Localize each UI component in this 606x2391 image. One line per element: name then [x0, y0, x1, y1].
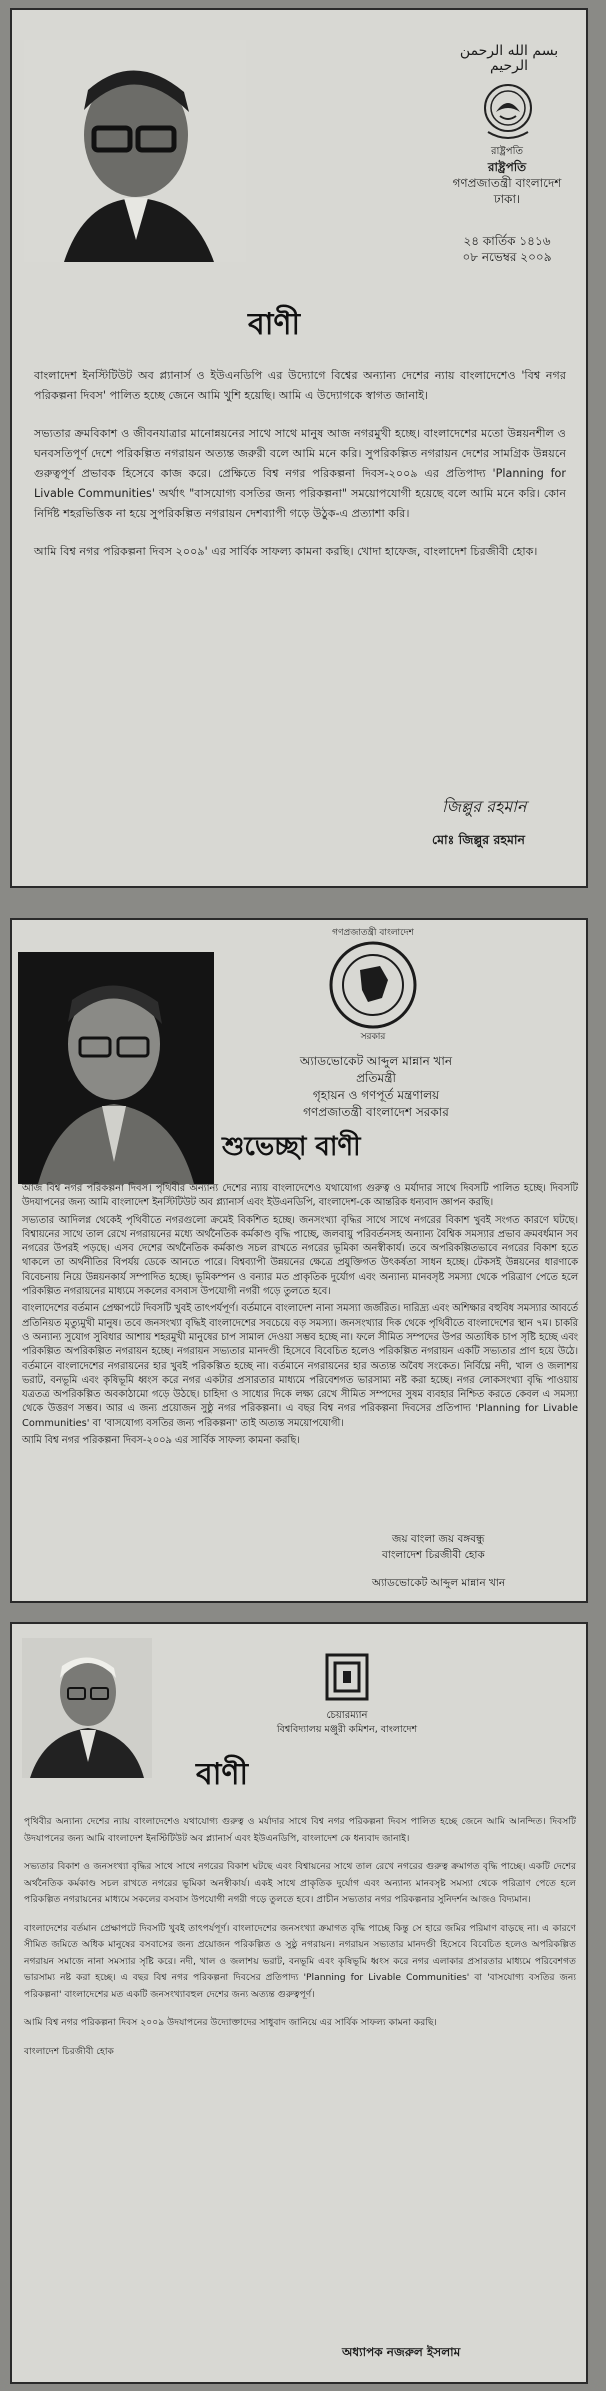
greeting-body	[22, 1182, 578, 1451]
message-paragraph: পৃথিবীর অন্যান্য দেশের ন্যায় বাংলাদেশেও যথাযোগ্য গুরুত্ব ও মর্যাদার সাথে বিশ্ব নগর পরিকল্পনা দিবস পালিত হচ্ছে জেনে আমি আনন্দিত। দিবসটি উদযাপনের জন্য আমি বাংলাদেশ ইনস্টিটিউট অব প্ল্যানার্স এবং ইউএনডিপি, বাংলাদেশ কে ধন্যবাদ জানাই।	[24, 1816, 576, 1844]
logo-caption: চেয়ারম্যান	[326, 1710, 368, 1721]
message-paragraph: বাংলাদেশ চিরজীবী হোক	[24, 2045, 114, 2057]
message-paragraph: সভ্যতার বিকাশ ও জনসংখ্যা বৃদ্ধির সাথে সাথে নগরের বিকাশ ঘটছে এবং বিশ্বায়নের সাথে তাল রেখে নগরের গুরুত্ব ক্রমাগত বৃদ্ধি পাচ্ছে। একটি দেশের অর্থনৈতিক কর্মকাণ্ড সচল রাখতে নগরের ভূমিকা অনস্বীকার্য। একই সাথে প্রাকৃতিক দুর্যোগ এবং অন্যান্য মানবসৃষ্ট সমস্যা থেকে পরিত্রাণ পেতে হলে পরিকল্পিত নগরায়নের মাধ্যমে সকলের বসবাস উপযোগী নগরী গড়ে তুলতে হবে। প্রাচীন সভ্যতার নগর পরিকল্পনার সুনিদর্শন আজও বিদ্যমান।	[24, 1861, 576, 1905]
portrait-image	[24, 40, 246, 262]
president-message-panel	[10, 8, 588, 888]
minister-message-panel	[10, 918, 588, 1603]
date-bengali: ২৪ কার্তিক ১৪১৬	[463, 234, 551, 248]
president-photo	[24, 40, 246, 262]
minister-photo	[18, 952, 214, 1184]
signer-name: অধ্যাপক নজরুল ইসলাম	[342, 2345, 461, 2359]
greeting-paragraph: আমি বিশ্ব নগর পরিকল্পনা দিবস-২০০৯ এর সার্বিক সাফল্য কামনা করছি।	[22, 1435, 300, 1447]
seal-bottom-text: সরকার	[360, 1032, 386, 1042]
greeting-paragraph: বাংলাদেশের বর্তমান প্রেক্ষাপটে দিবসটি খুবই তাৎপর্যপূর্ণ। বর্তমানে বাংলাদেশ নানা সমস্যা জর্জরিত। দারিদ্র্য এবং অশিক্ষার বহুবিধ সমস্যার আবর্তে প্রতিনিয়ত মৃত্যুমুখী মানুষ। তবে জনসংখ্যা বৃদ্ধিই বাংলাদেশের সবচেয়ে বড় সমস্যা। জনসংখ্যার দিক থেকে পৃথিবীতে বাংলাদেশের স্থান ৭ম। চাকরি ও অন্যান্য সুযোগ সুবিধার আশায় শহরমুখী মানুষের চাপ সামাল দেওয়া সম্ভব হচ্ছে না। ফলে সীমিত সম্পদের উপর অত্যধিক চাপ সৃষ্টি হচ্ছে এবং পরিকল্পিত অপরিকল্পিত নগরায়ন হচ্ছে। নগরায়ন সভ্যতার মানদণ্ডী হিসেবে বিবেচিত হলেও পরিকল্পিত নগরায়ন একটি সভ্যতার প্রাণ হয়ে উঠে। বর্তমানে বাংলাদেশের নগরায়নের হার খুবই পরিকল্পিত হচ্ছে না। বর্তমানে নগরায়নের হার অত্যন্ত অবৈধ সংকেত। নির্বিঘ্নে নদী, খাল ও জলাশয় ভরাট, বনভূমি এবং কৃষিভূমি ধ্বংস করে নগর একটার প্রসারতার মাধ্যমে পরিবেশগত ভারসাম্য নষ্ট করা হচ্ছে। নগর লোকসংখ্যা বৃদ্ধি পাওয়ায় যত্রতত্র অপরিকল্পিত অবকাঠামো গড়ে উঠছে। চাহিদা ও সাধ্যের দিকে লক্ষ্য রেখে সীমিত সম্পদের সুষম ব্যবহার নিশ্চিত করতে কেবল এ সমস্যা থেকে উত্তরণ সম্ভব। আর এ জন্য প্রয়োজন সুষ্ঠু নগর পরিকল্পনা। এ বছর বিশ্ব নগর পরিকল্পনা দিবসের প্রতিপাদ্য 'Planning for Livable Communities' বা 'বাসযোগ্য বসতির জন্য পরিকল্পনা' তাই অত্যন্ত সময়োপযোগী।	[22, 1303, 578, 1429]
message-paragraph: সভ্যতার ক্রমবিকাশ ও জীবনযাত্রার মানোন্নয়নের সাথে সাথে মানুষ আজ নগরমুখী হচ্ছে। বাংলাদেশের মতো উন্নয়নশীল ও ঘনবসতিপূর্ণ দেশে পরিকল্পিত নগরায়ন অত্যন্ত জরুরী বলে আমি মনে করি। সুপরিকল্পিত নগরায়ন দেশের সামগ্রিক উন্নয়নে গুরুত্বপূর্ণ প্রভাবক হিসেবে কাজ করে। প্রেক্ষিতে বিশ্ব নগর পরিকল্পনা দিবস-২০০৯ এর প্রতিপাদ্য 'Planning for Livable Communities' অর্থাৎ "বাসযোগ্য বসতির জন্য পরিকল্পনা" সময়োপযোগী হয়েছে বলে আমি মনে করি। কোন নির্দিষ্ট শহরভিত্তিক না হয়ে সুপরিকল্পিত নগরায়ন দেশব্যাপী গড়ে উঠুক-এ প্রত্যাশা করি।	[34, 427, 566, 520]
office-city: ঢাকা।	[493, 192, 521, 206]
greeting-paragraph: সভ্যতার আদিলগ্ন থেকেই পৃথিবীতে নগরগুলো ক্রমেই বিকশিত হচ্ছে। জনসংখ্যা বৃদ্ধির সাথে সাথে নগরের বিকাশ খুবই সংগত কারণে ঘটছে। বিশ্বায়নের সাথে তাল রেখে নগরায়নের মধ্যে অর্থনৈতিক কর্মকাণ্ড বৃদ্ধি পাচ্ছে, জলবায়ু পরিবর্তনসহ অন্যান্য বৈশ্বিক সমস্যার প্রভাব ক্রমবর্ধমান সব নগরের উপরই পড়ছে। এসব দেশের অর্থনৈতিক কর্মকাণ্ড সচল রাখতে নগরের ভূমিকা অনস্বীকার্য। তবে অপরিকল্পিতভাবে নগরের বিকাশ হতে থাকলে তা অর্থনীতির বিপর্যয় ডেকে আনতে পারে। বিশ্বব্যাপী উন্নয়নের ক্ষেত্রে প্রযুক্তিগত উৎকর্ষতা সাধন হচ্ছে। টেকসই উন্নয়নের ধারণাকে বিবেচনায় নিয়ে উন্নয়নকার্য সম্পাদিত হচ্ছে। ভূমিকম্পন ও বন্যার মত প্রাকৃতিক দুর্যোগ এবং অন্যান্য মানবসৃষ্ট সমস্যা থেকে পরিত্রাণ পেতে হলে পরিকল্পিত নগরায়নের মাধ্যমে সকলের বসবাস উপযোগী নগরী গড়ে তুলতে হবে।	[22, 1214, 578, 1298]
ministry-name: গৃহায়ন ও গণপূর্ত মন্ত্রণালয়	[312, 1088, 440, 1102]
closing-slogan: জয় বাংলা জয় বঙ্গবন্ধু	[392, 1533, 485, 1545]
government-name: গণপ্রজাতন্ত্রী বাংলাদেশ সরকার	[303, 1105, 449, 1119]
greeting-heading: শুভেচ্ছা বাণী	[222, 1132, 361, 1162]
government-seal-icon	[328, 940, 418, 1030]
emblem-caption: রাষ্ট্রপতি	[491, 146, 523, 157]
chairman-photo	[22, 1638, 152, 1778]
organization-name: বিশ্ববিদ্যালয় মঞ্জুরী কমিশন, বাংলাদেশ	[276, 1724, 418, 1735]
message-body	[24, 1814, 576, 2063]
ugc-logo-icon	[324, 1652, 370, 1702]
message-paragraph: আমি বিশ্ব নগর পরিকল্পনা দিবস ২০০৯ উদযাপনের উদ্যোক্তাদের সাধুবাদ জানিয়ে এর সার্বিক সাফল্য কামনা করছি।	[24, 2017, 437, 2028]
portrait-image	[22, 1638, 152, 1778]
signer-name: অ্যাডভোকেট আব্দুল মান্নান খান	[372, 1577, 506, 1589]
message-paragraph: বাংলাদেশ ইনস্টিটিউট অব প্ল্যানার্স ও ইউএনডিপি এর উদ্যোগে বিশ্বের অন্যান্য দেশের ন্যায় বাংলাদেশেও 'বিশ্ব নগর পরিকল্পনা দিবস' পালিত হচ্ছে জেনে আমি খুশি হয়েছি। আমি এ উদ্যোগকে স্বাগত জানাই।	[34, 369, 566, 402]
office-country: গণপ্রজাতন্ত্রী বাংলাদেশ	[452, 176, 562, 190]
date-gregorian: ০৮ নভেম্বর ২০০৯	[462, 250, 552, 264]
message-paragraph: আমি বিশ্ব নগর পরিকল্পনা দিবস ২০০৯' এর সার্বিক সাফল্য কামনা করছি। খোদা হাফেজ, বাংলাদেশ চিরজীবী হোক।	[34, 545, 538, 558]
bismillah-text: بسم الله الرحمن الرحيم	[459, 43, 559, 74]
minister-title: প্রতিমন্ত্রী	[356, 1071, 396, 1085]
closing-slogan-2: বাংলাদেশ চিরজীবী হোক	[382, 1549, 485, 1561]
message-paragraph: বাংলাদেশের বর্তমান প্রেক্ষাপটে দিবসটি খুবই তাৎপর্যপূর্ণ। বাংলাদেশের জনসংখ্যা ক্রমাগত বৃদ্ধি পাচ্ছে কিন্তু সে হারে জমির পরিমাণ বাড়ছে না। এ কারণে সীমিত জমিতে অধিক মানুষের বসবাসের জন্য প্রয়োজন পরিকল্পিত ও সুষ্ঠু নগরায়ন। নগরায়ন সভ্যতার মানদণ্ডী হিসেবে বিবেচিত হলেও অপরিকল্পিত নগরায়ন সমাজে নানা সমস্যার সৃষ্টি করে। নদী, খাল ও জলাশয় ভরাট, বনভূমি এবং কৃষিভূমি ধ্বংস করে নগর এলাকার প্রসারতার মাধ্যমে পরিবেশগত ভারসাম্য নষ্ট করা হচ্ছে। এ বছর বিশ্ব নগর পরিকল্পনা দিবসের প্রতিপাদ্য 'Planning for Livable Communities' বা 'বাসযোগ্য বসতির জন্য পরিকল্পনা' বাংলাদেশের মত একটি জনসংখ্যাবহুল দেশের জন্য অত্যন্ত গুরুত্বপূর্ণ।	[24, 1922, 576, 2000]
seal-ring-text: গণপ্রজাতন্ত্রী বাংলাদেশ	[332, 928, 414, 938]
ugc-chairman-message-panel	[10, 1622, 588, 2384]
office-title: রাষ্ট্রপতি	[487, 160, 527, 174]
signature-script: জিল্লুর রহমান	[442, 797, 527, 816]
signer-name: মোঃ জিল্লুর রহমান	[432, 832, 526, 847]
portrait-image	[18, 952, 214, 1184]
greeting-paragraph: আজ বিশ্ব নগর পরিকল্পনা দিবস। পৃথিবীর অন্যান্য দেশের ন্যায় বাংলাদেশেও যথাযোগ্য গুরুত্ব ও মর্যাদার সাথে দিবসটি পালিত হচ্ছে। দিবসটি উদযাপনের জন্য আমি বাংলাদেশ ইনস্টিটিউট অব প্ল্যানার্স এবং ইউএনডিপি, বাংলাদেশ-কে আন্তরিক ধন্যবাদ জ্ঞাপন করছি।	[22, 1183, 578, 1209]
message-heading: বাণী	[196, 1757, 249, 1792]
president-emblem-icon	[482, 80, 534, 144]
message-body	[34, 366, 566, 580]
minister-name: অ্যাডভোকেট আব্দুল মান্নান খান	[299, 1054, 453, 1068]
message-heading: বাণী	[248, 307, 301, 342]
